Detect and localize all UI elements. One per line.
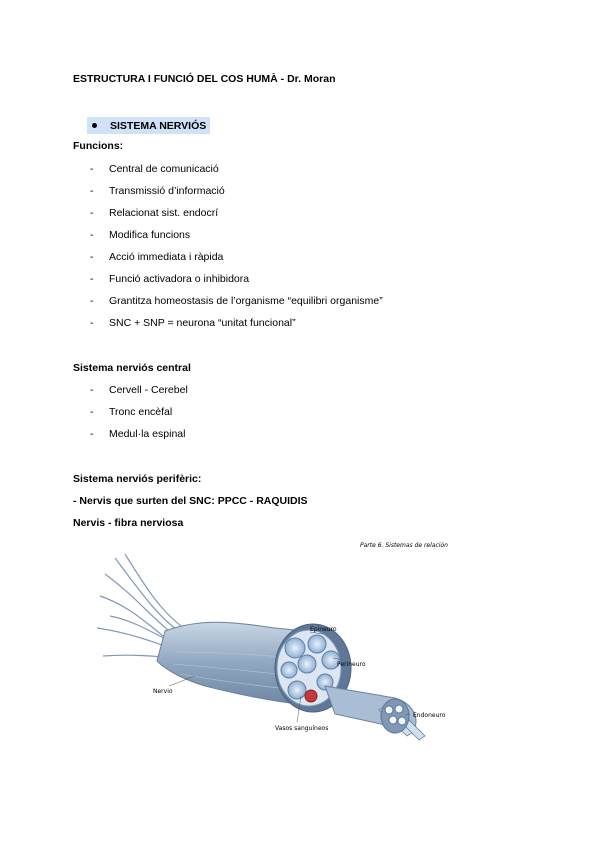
- funcions-label: Funcions:: [73, 140, 124, 152]
- nervis-line: Nervis - fibra nerviosa: [73, 517, 184, 529]
- figure-header: Parte 6. Sistemas de relación: [360, 542, 448, 549]
- label-perineuro: Perineuro: [337, 661, 366, 668]
- nerve-illustration: [95, 536, 485, 756]
- snc-label: Sistema nerviós central: [73, 362, 191, 374]
- document-title: ESTRUCTURA I FUNCIÓ DEL COS HUMÀ - Dr. Moran: [73, 73, 336, 85]
- bullet-icon: [92, 123, 97, 128]
- nerve-diagram: [95, 536, 485, 756]
- label-epineuro: Epineuro: [310, 626, 337, 633]
- snp-line: - Nervis que surten del SNC: PPCC - RAQUIDIS: [73, 495, 308, 507]
- section-heading: SISTEMA NERVIÓS: [110, 119, 207, 132]
- section-heading-highlight: [87, 117, 210, 134]
- label-vasos: Vasos sanguíneos: [275, 725, 329, 732]
- snp-label: Sistema nerviós perifèric:: [73, 473, 202, 485]
- label-nervio: Nervio: [153, 688, 173, 695]
- document-page: ESTRUCTURA I FUNCIÓ DEL COS HUMÀ - Dr. Moran SISTEMA NERVIÓS Funcions: - Central de comunicació - Transmissió d’informació - Relacionat sist. endocrí - Modifica funcions - Acció immediata i ràpida - Funció activadora o inhibidora - Grantitza homeostasis de l’organisme “equilibri organisme” - SNC + SNP = neurona “unitat funcional” Sistema nerviós central - Cervell - Cerebel - Tronc encèfal - Medul·la espinal Sistema nerviós perifèric: - Nervis que surten del SNC: PPCC - RAQUIDIS Nervis - fibra nerviosa Parte 6. Sistemas de relación Epineuro Perineuro Nervio Endoneuro Vasos sanguíneos: [0, 0, 600, 848]
- label-endoneuro: Endoneuro: [413, 712, 446, 719]
